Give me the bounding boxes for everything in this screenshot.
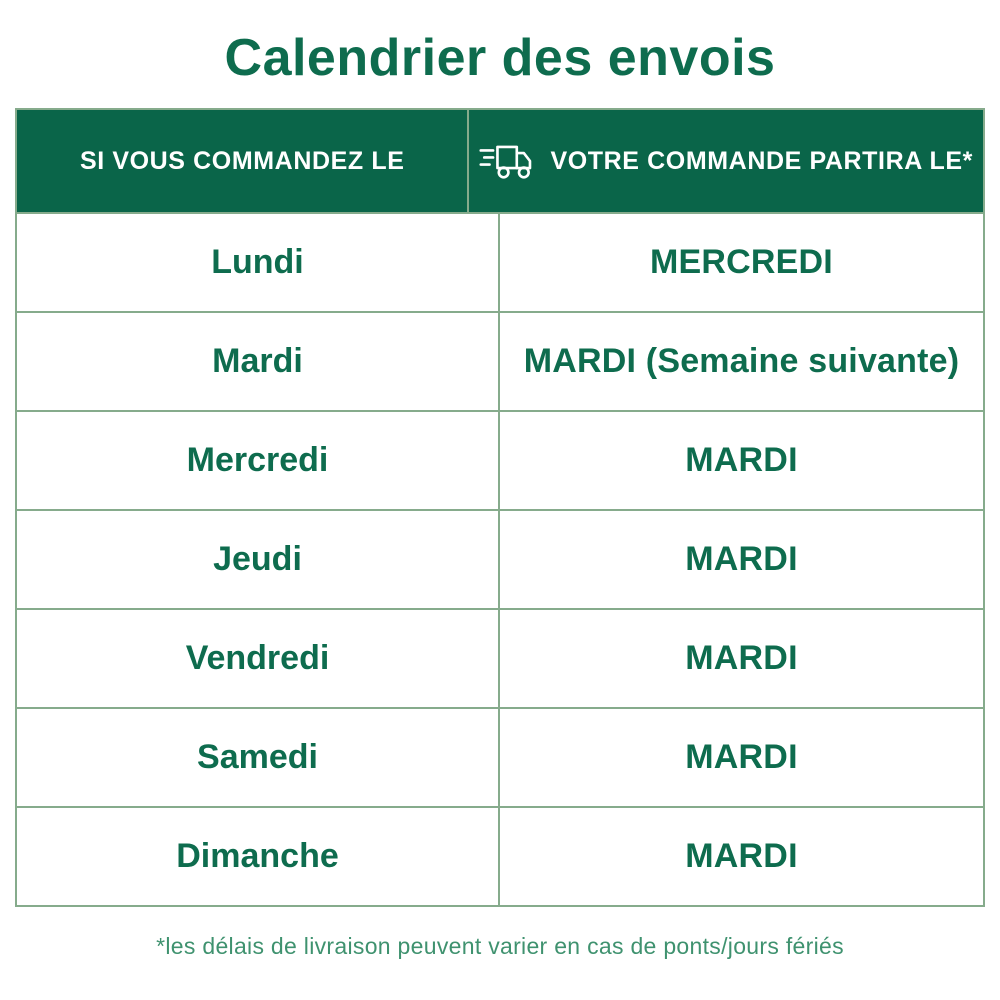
header-order-label: SI VOUS COMMANDEZ LE (79, 146, 405, 175)
page (0, 28, 1000, 960)
ship-day-label: MARDI (685, 639, 798, 677)
order-day-label: Jeudi (213, 540, 302, 578)
table-row (17, 311, 983, 410)
order-day-label: Mercredi (186, 441, 329, 479)
shipping-table (15, 108, 985, 907)
order-day-label: Mardi (212, 342, 303, 380)
page-title: Calendrier des envois (224, 29, 776, 87)
ship-day-cell (500, 709, 983, 806)
table-row (17, 707, 983, 806)
header-cell-ship-day (469, 110, 983, 212)
ship-day-cell (500, 808, 983, 905)
ship-day-label: MARDI (685, 738, 798, 776)
ship-day-label: MARDI (685, 837, 798, 875)
truck-icon (479, 140, 537, 182)
ship-day-label: MERCREDI (650, 243, 833, 281)
ship-day-label: MARDI (Semaine suivante) (523, 342, 960, 380)
ship-day-label: MARDI (685, 540, 798, 578)
order-day-cell (17, 808, 500, 905)
table-header-row (17, 110, 983, 212)
order-day-label: Vendredi (185, 639, 330, 677)
order-day-cell (17, 214, 500, 311)
footnote: *les délais de livraison peuvent varier en cas de ponts/jours fériés (156, 933, 844, 959)
ship-day-cell (500, 214, 983, 311)
order-day-label: Dimanche (176, 837, 339, 875)
order-day-label: Samedi (197, 738, 318, 776)
table-row (17, 608, 983, 707)
ship-day-cell (500, 511, 983, 608)
order-day-cell (17, 610, 500, 707)
table-row (17, 509, 983, 608)
order-day-cell (17, 511, 500, 608)
header-ship-label: VOTRE COMMANDE PARTIRA LE* (550, 146, 973, 175)
table-row (17, 806, 983, 905)
header-cell-order-day (17, 110, 469, 212)
table-row (17, 410, 983, 509)
ship-day-cell (500, 610, 983, 707)
order-day-cell (17, 313, 500, 410)
table-row (17, 212, 983, 311)
ship-day-label: MARDI (685, 441, 798, 479)
ship-day-cell (500, 412, 983, 509)
ship-day-cell (500, 313, 983, 410)
order-day-label: Lundi (211, 243, 304, 281)
order-day-cell (17, 412, 500, 509)
order-day-cell (17, 709, 500, 806)
